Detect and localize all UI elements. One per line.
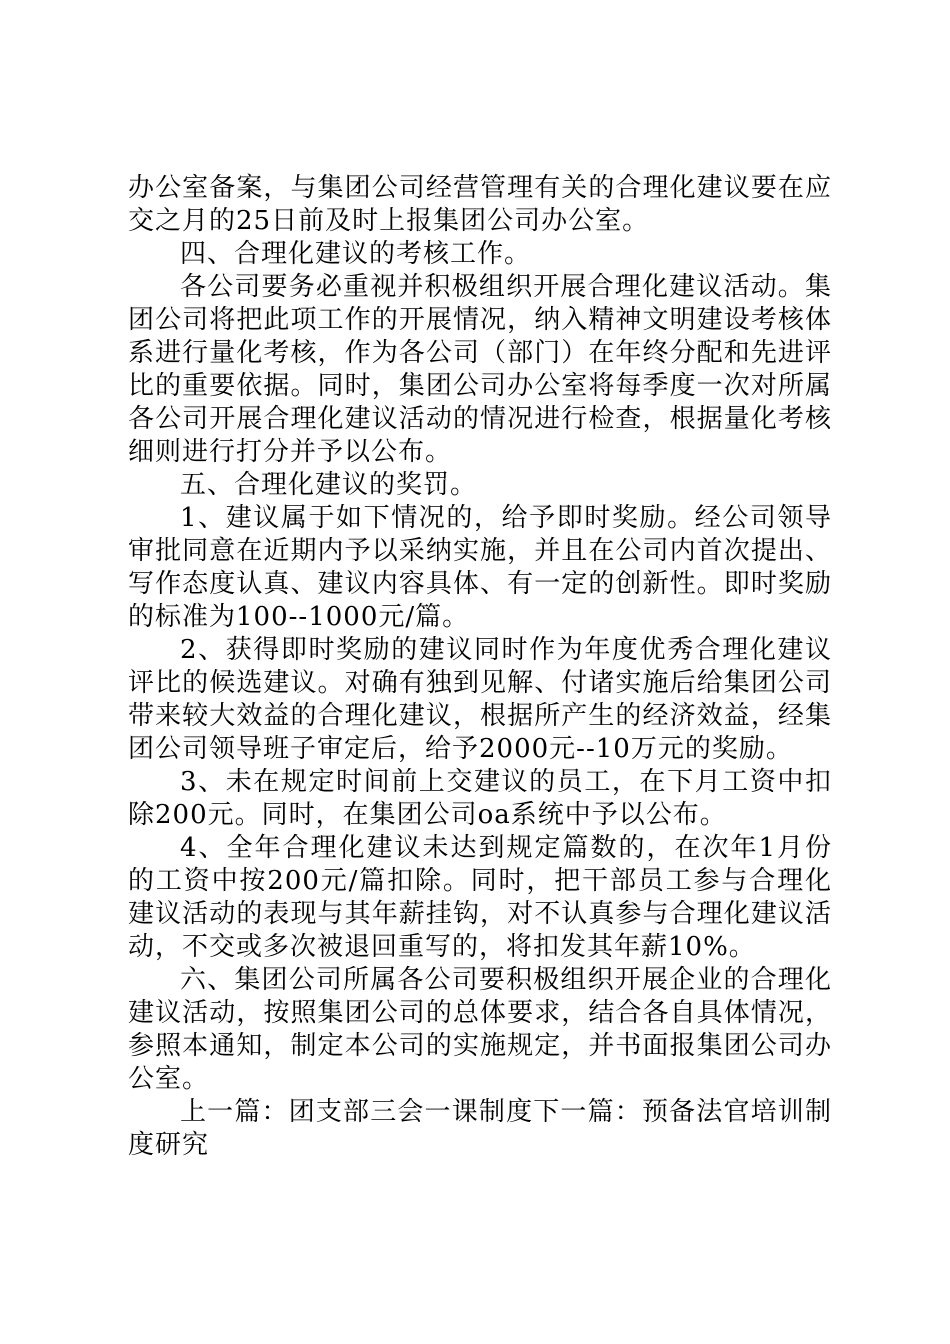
- paragraph-penalty-item-4: 4、全年合理化建议未达到规定篇数的，在次年1月份的工资中按200元/篇扣除。同时，把干部员工参与合理化建议活动的表现与其年薪挂钩，对不认真参与合理化建议活动，不交或多次被退回重写的，将扣发其年薪10%。: [128, 833, 832, 962]
- paragraph-filing-deadline: 办公室备案，与集团公司经营管理有关的合理化建议要在应交之月的25日前及时上报集团公司办公室。: [128, 173, 832, 236]
- prev-next-navigation[interactable]: 上一篇：团支部三会一课制度下一篇：预备法官培训制度研究: [128, 1097, 832, 1160]
- paragraph-reward-item-2: 2、获得即时奖励的建议同时作为年度优秀合理化建议评比的候选建议。对确有独到见解、付诸实施后给集团公司带来较大效益的合理化建议，根据所产生的经济效益，经集团公司领导班子审定后，给予2000元--10万元的奖励。: [128, 635, 832, 764]
- paragraph-penalty-item-3: 3、未在规定时间前上交建议的员工，在下月工资中扣除200元。同时，在集团公司oa系统中予以公布。: [128, 767, 832, 830]
- paragraph-assessment: 各公司要务必重视并积极组织开展合理化建议活动。集团公司将把此项工作的开展情况，纳入精神文明建设考核体系进行量化考核，作为各公司（部门）在年终分配和先进评比的重要依据。同时，集团公司办公室将每季度一次对所属各公司开展合理化建议活动的情况进行检查，根据量化考核细则进行打分并予以公布。: [128, 272, 832, 467]
- document-body: [128, 172, 832, 1162]
- section-heading-rewards-penalties: 五、合理化建议的奖罚。: [180, 470, 478, 500]
- paragraph-section-six: 六、集团公司所属各公司要积极组织开展企业的合理化建议活动，按照集团公司的总体要求，结合各自具体情况，参照本通知，制定本公司的实施规定，并书面报集团公司办公室。: [128, 965, 832, 1094]
- section-heading-assessment: 四、合理化建议的考核工作。: [180, 239, 532, 269]
- paragraph-reward-item-1: 1、建议属于如下情况的，给予即时奖励。经公司领导审批同意在近期内予以采纳实施，并且在公司内首次提出、写作态度认真、建议内容具体、有一定的创新性。即时奖励的标准为100--1000元/篇。: [128, 503, 832, 632]
